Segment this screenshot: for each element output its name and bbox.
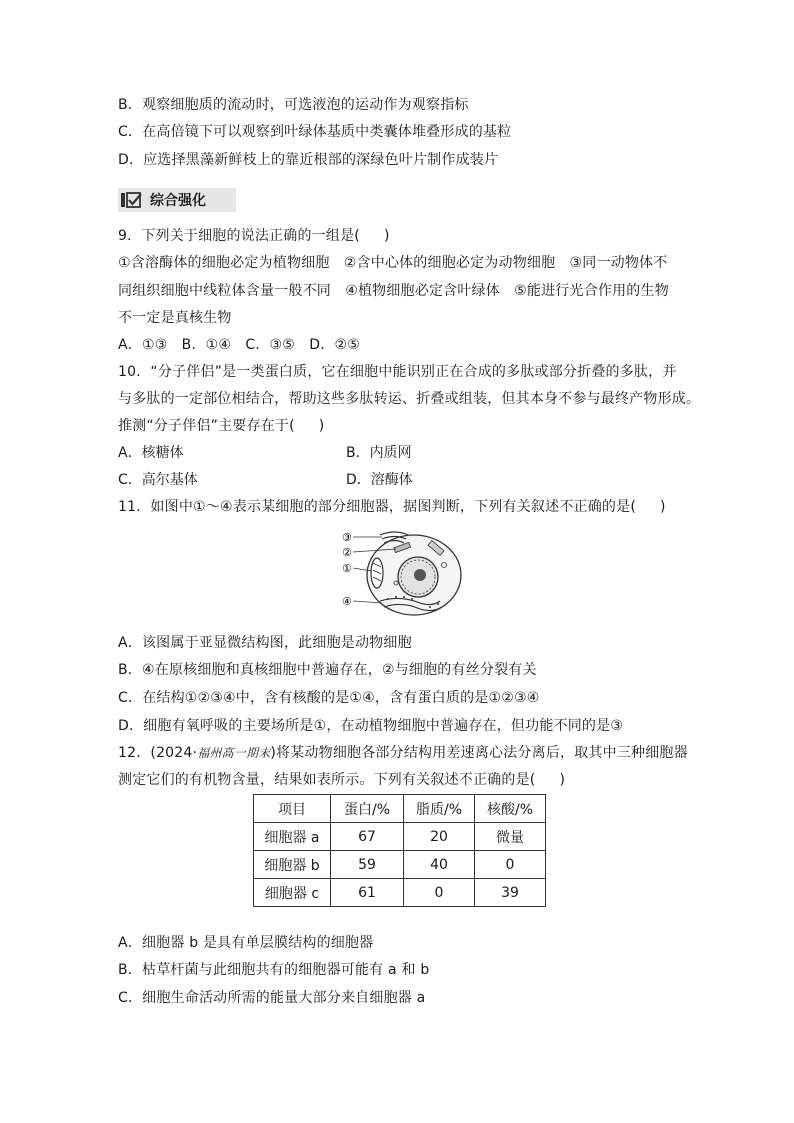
- figure-label-3: ③: [342, 531, 352, 544]
- table-cell: 微量: [475, 823, 546, 851]
- q9-statement-line: ①含溶酶体的细胞必定为植物细胞 ②含中心体的细胞必定为动物细胞 ③同一动物体不: [118, 255, 668, 271]
- table-row: [254, 851, 546, 879]
- table-cell: 0: [475, 851, 546, 879]
- q12-option-b: B．枯草杆菌与此细胞共有的细胞器可能有 a 和 b: [118, 962, 430, 978]
- q10-option-a: A．核糖体: [118, 445, 184, 461]
- q9-statement-line: 不一定是真核生物: [118, 310, 232, 326]
- q11-option-c: C．在结构①②③④中，含有核酸的是①④，含有蛋白质的是①②③④: [118, 690, 540, 706]
- table-cell: 0: [404, 879, 475, 907]
- q12-stem: 测定它们的有机物含量，结果如表所示。下列有关叙述不正确的是( ): [118, 772, 566, 788]
- q11-option-d: D．细胞有氧呼吸的主要场所是①，在动植物细胞中普遍存在，但功能不同的是③: [118, 718, 624, 734]
- section-title: 综合强化: [150, 193, 206, 209]
- table-header: 脂质/%: [404, 795, 475, 823]
- q12-stem: 12．(2024·福州高一期末)将某动物细胞各部分结构用差速离心法分离后，取其中三种细胞器: [118, 745, 688, 761]
- q9-stem: 9．下列关于细胞的说法正确的一组是( ): [118, 228, 390, 244]
- table-header: 核酸/%: [475, 795, 546, 823]
- table-cell: 39: [475, 879, 546, 907]
- q11-option-a: A．该图属于亚显微结构图，此细胞是动物细胞: [118, 635, 412, 651]
- q8-option-c: C．在高倍镜下可以观察到叶绿体基质中类囊体堆叠形成的基粒: [118, 124, 512, 140]
- q10-stem: 10．“分子伴侣”是一类蛋白质，它在细胞中能识别正在合成的多肽或部分折叠的多肽，并: [118, 364, 677, 380]
- table-cell: 细胞器 b: [254, 851, 331, 879]
- table-row: [254, 823, 546, 851]
- table-row: [254, 879, 546, 907]
- figure-label-4: ④: [342, 595, 352, 608]
- figure-label-1: ①: [342, 562, 352, 575]
- q12-option-a: A．细胞器 b 是具有单层膜结构的细胞器: [118, 935, 374, 951]
- q11-option-b: B．④在原核细胞和真核细胞中普遍存在，②与细胞的有丝分裂有关: [118, 662, 537, 678]
- source-note: 福州高一期末: [197, 746, 271, 760]
- organelle-table: [253, 794, 546, 907]
- table-header: 蛋白/%: [331, 795, 404, 823]
- section-header: [118, 188, 236, 212]
- figure-label-2: ②: [342, 546, 352, 559]
- q11-stem: 11．如图中①～④表示某细胞的部分细胞器，据图判断，下列有关叙述不正确的是( ): [118, 499, 666, 515]
- q9-options: A．①③ B．①④ C．③⑤ D．②⑤: [118, 337, 360, 353]
- table-header-row: [254, 795, 546, 823]
- cell-diagram: [340, 525, 464, 625]
- q10-stem: 推测“分子伴侣”主要存在于( ): [118, 418, 325, 434]
- q10-stem: 与多肽的一定部位相结合，帮助这些多肽转运、折叠或组装，但其本身不参与最终产物形成。: [118, 391, 701, 407]
- q10-option-c: C．高尔基体: [118, 472, 198, 488]
- table-cell: 67: [331, 823, 404, 851]
- table-header: 项目: [254, 795, 331, 823]
- table-cell: 细胞器 a: [254, 823, 331, 851]
- q8-option-d: D．应选择黑藻新鲜枝上的靠近根部的深绿色叶片制作成装片: [118, 152, 499, 168]
- table-cell: 细胞器 c: [254, 879, 331, 907]
- q12-option-c: C．细胞生命活动所需的能量大部分来自细胞器 a: [118, 990, 426, 1006]
- table-cell: 40: [404, 851, 475, 879]
- table-cell: 61: [331, 879, 404, 907]
- q8-option-b: B．观察细胞质的流动时，可选液泡的运动作为观察指标: [118, 97, 469, 113]
- q9-statement-line: 同组织细胞中线粒体含量一般不同 ④植物细胞必定含叶绿体 ⑤能进行光合作用的生物: [118, 283, 669, 299]
- check-box-icon: [120, 192, 142, 208]
- table-cell: 59: [331, 851, 404, 879]
- q10-option-d: D．溶酶体: [346, 472, 413, 488]
- q10-option-b: B．内质网: [346, 445, 412, 461]
- table-cell: 20: [404, 823, 475, 851]
